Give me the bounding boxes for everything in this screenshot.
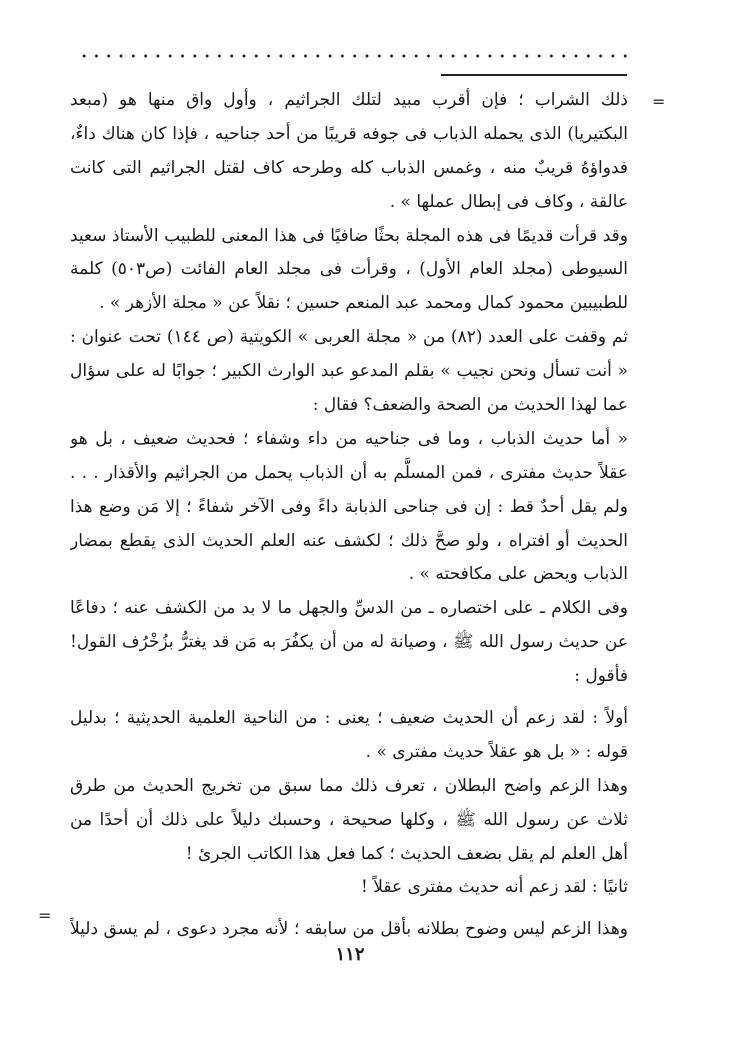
text-line: وفى الكلام ـ على اختصاره ـ من الدسِّ والجهل ما لا بد من الكشف عنه ؛ دفاعًا	[70, 598, 628, 619]
text-line: البكتيريا) الذى يحمله الذباب فى جوفه قريبًا من أحد جناحيه ، فإذا كان هناك داءٌ،	[70, 123, 628, 144]
text-line: الحديث أو افتراه ، ولو صحَّ ذلك ؛ لكشف عنه العلم الحديث الذى يقطع بمضار	[70, 530, 628, 551]
dotted-header-rule	[78, 52, 630, 60]
text-line: ذلك الشراب ؛ فإن أقرب مبيد لتلك الجراثيم ، وأول واق منها هو (مبعد	[70, 90, 628, 110]
text-line: عما لهذا الحديث من الصحة والضعف؟ فقال :	[312, 395, 628, 416]
margin-equals-mark-bottom: =	[38, 906, 52, 925]
text-line: ولم يقل أحدٌ قط : إن فى جناحى الذبابة داءً وفى الآخر شفاءً ؛ إلا مَن وضع هذا	[70, 496, 628, 517]
body-text	[70, 84, 628, 947]
text-line: « أنت تسأل ونحن نجيب » بقلم المدعو عبد الوارث الكبير ؛ جوابًا له على سؤال	[70, 361, 628, 382]
text-line: عن حديث رسول الله ﷺ ، وصيانة له من أن يكفُرَ به مَن قد يغترُّ بزُخْرُف القول!	[70, 632, 628, 653]
text-line: أولاً : لقد زعم أن الحديث ضعيف ؛ يعنى : من الناحية العلمية الحديثية ؛ بدليل	[70, 708, 628, 729]
text-line: وهذا الزعم ليس وضوح بطلانه بأقل من سابقه ؛ لأنه مجرد دعوى ، لم يسق دليلاً	[70, 919, 628, 940]
text-line: قوله : « بل هو عقلاً حديث مفترى » .	[365, 741, 628, 762]
text-line: ثلاث عن رسول الله ﷺ ، وكلها صحيحة ، وحسبك دليلاً على ذلك أن أحدًا من	[70, 809, 628, 830]
header-rule	[441, 74, 627, 76]
text-line: ثم وقفت على العدد (٨٢) من « مجلة العربى » الكويتية (ص ١٤٤) تحت عنوان :	[70, 327, 628, 348]
text-line: السيوطى (مجلد العام الأول) ، وقرأت فى مجلد العام الفائت (ص٥٠٣) كلمة	[70, 259, 628, 280]
text-line: أهل العلم لم يقل بضعف الحديث ؛ كما فعل هذا الكاتب الجرئ !	[185, 843, 628, 864]
text-line: فدواؤهُ قريبٌ منه ، وغمس الذباب كله وطرحه كاف لقتل الجراثيم التى كانت	[70, 157, 628, 178]
text-line: الذباب ويحض على مكافحته » .	[408, 564, 628, 585]
text-line: عقلاً حديث مفترى ، فمن المسلَّم به أن الذباب يحمل من الجراثيم والأقذار . . .	[70, 462, 628, 483]
text-line: وهذا الزعم واضح البطلان ، تعرف ذلك مما سبق من تخريج الحديث من طرق	[70, 775, 628, 796]
text-line: وقد قرأت قديمًا فى هذه المجلة بحثًا ضافيًا فى هذا المعنى للطبيب الأستاذ سعيد	[70, 225, 628, 246]
margin-equals-mark-top: =	[652, 92, 666, 111]
text-line: عالقة ، وكاف فى إبطال عملها » .	[389, 191, 628, 212]
text-line: للطبيبين محمود كمال ومحمد عبد المنعم حسين ؛ نقلاً عن « مجلة الأزهر » .	[99, 293, 628, 314]
text-line: ثانيًا : لقد زعم أنه حديث مفترى عقلاً !	[361, 877, 628, 898]
text-line: « أما حديث الذباب ، وما فى جناحيه من داء وشفاء ؛ فحديث ضعيف ، بل هو	[70, 428, 628, 449]
text-line: فأقول :	[574, 666, 628, 687]
page-number: ١١٢	[335, 944, 365, 965]
